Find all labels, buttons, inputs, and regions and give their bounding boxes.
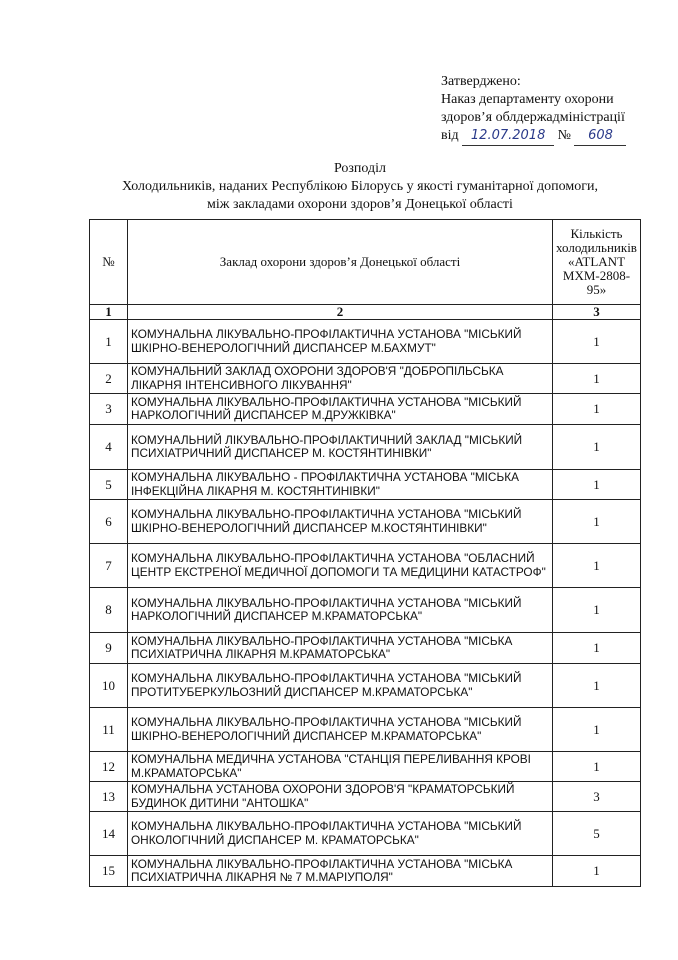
institution-name: КОМУНАЛЬНА ЛІКУВАЛЬНО-ПРОФІЛАКТИЧНА УСТАНОВА "МІСЬКИЙ ОНКОЛОГІЧНИЙ ДИСПАНСЕР М. КРАМАТОРСЬКА" [128,812,553,856]
institution-name: КОМУНАЛЬНА ЛІКУВАЛЬНО - ПРОФІЛАКТИЧНА УСТАНОВА "МІСЬКА ІНФЕКЦІЙНА ЛІКАРНЯ М. КОСТЯНТИНІВКИ" [128,470,553,500]
table-row [90,500,641,544]
fridge-quantity: 1 [553,588,641,633]
row-number: 3 [90,394,128,425]
fridge-quantity: 1 [553,425,641,470]
row-number: 7 [90,544,128,588]
institution-name: КОМУНАЛЬНА ЛІКУВАЛЬНО-ПРОФІЛАКТИЧНА УСТАНОВА "МІСЬКИЙ НАРКОЛОГІЧНИЙ ДИСПАНСЕР М.КРАМАТОРСЬКА" [128,588,553,633]
approval-date-line [441,127,673,146]
row-number: 11 [90,708,128,752]
institution-name: КОМУНАЛЬНИЙ ЗАКЛАД ОХОРОНИ ЗДОРОВ'Я "ДОБРОПІЛЬСЬКА ЛІКАРНЯ ІНТЕНСИВНОГО ЛІКУВАННЯ" [128,364,553,394]
fridge-quantity: 1 [553,544,641,588]
fridge-quantity: 1 [553,752,641,782]
institution-name: КОМУНАЛЬНА УСТАНОВА ОХОРОНИ ЗДОРОВ'Я "КРАМАТОРСЬКИЙ БУДИНОК ДИТИНИ "АНТОШКА" [128,782,553,812]
fridge-quantity: 1 [553,320,641,364]
distribution-table [89,219,641,887]
table-row [90,708,641,752]
row-number: 4 [90,425,128,470]
header-quantity: Кількість холодильників «ATLANT МХМ-2808-95» [553,220,641,305]
fridge-quantity: 1 [553,364,641,394]
document-title [100,160,620,214]
table-row [90,470,641,500]
table-row [90,812,641,856]
table-row [90,320,641,364]
handwritten-date: 12.07.2018 [462,127,554,146]
table-row [90,425,641,470]
fridge-quantity: 1 [553,708,641,752]
fridge-quantity: 1 [553,470,641,500]
institution-name: КОМУНАЛЬНА ЛІКУВАЛЬНО-ПРОФІЛАКТИЧНА УСТАНОВА "МІСЬКИЙ ШКІРНО-ВЕНЕРОЛОГІЧНИЙ ДИСПАНСЕР М.КРАМАТОРСЬКА" [128,708,553,752]
title-line-3: між закладами охорони здоров’я Донецької області [207,197,513,212]
institution-name: КОМУНАЛЬНА ЛІКУВАЛЬНО-ПРОФІЛАКТИЧНА УСТАНОВА "МІСЬКИЙ ШКІРНО-ВЕНЕРОЛОГІЧНИЙ ДИСПАНСЕР М.БАХМУТ" [128,320,553,364]
row-number: 10 [90,664,128,708]
column-number-1: 1 [90,305,128,320]
row-number: 13 [90,782,128,812]
header-institution: Заклад охорони здоров’я Донецької області [128,220,553,305]
row-number: 5 [90,470,128,500]
institution-name: КОМУНАЛЬНА МЕДИЧНА УСТАНОВА "СТАНЦІЯ ПЕРЕЛИВАННЯ КРОВІ М.КРАМАТОРСЬКА" [128,752,553,782]
table-row [90,856,641,887]
row-number: 8 [90,588,128,633]
table-row [90,364,641,394]
row-number: 15 [90,856,128,887]
title-heading: Розподіл [333,161,387,176]
institution-name: КОМУНАЛЬНА ЛІКУВАЛЬНО-ПРОФІЛАКТИЧНА УСТАНОВА "МІСЬКА ПСИХІАТРИЧНА ЛІКАРНЯ № 7 М.МАРІУПОЛЯ" [128,856,553,887]
institution-name: КОМУНАЛЬНА ЛІКУВАЛЬНО-ПРОФІЛАКТИЧНА УСТАНОВА "МІСЬКИЙ ПРОТИТУБЕРКУЛЬОЗНИЙ ДИСПАНСЕР М.КРАМАТОРСЬКА" [128,664,553,708]
institution-name: КОМУНАЛЬНА ЛІКУВАЛЬНО-ПРОФІЛАКТИЧНА УСТАНОВА "МІСЬКА ПСИХІАТРИЧНА ЛІКАРНЯ М.КРАМАТОРСЬКА" [128,633,553,664]
row-number: 12 [90,752,128,782]
fridge-quantity: 1 [553,856,641,887]
table-row [90,394,641,425]
handwritten-number: 608 [574,127,626,146]
title-line-2: Холодильників, наданих Республікою Білорусь у якості гуманітарної допомоги, [122,179,598,194]
row-number: 6 [90,500,128,544]
row-number: 2 [90,364,128,394]
column-number-2: 2 [128,305,553,320]
institution-name: КОМУНАЛЬНА ЛІКУВАЛЬНО-ПРОФІЛАКТИЧНА УСТАНОВА "МІСЬКИЙ ШКІРНО-ВЕНЕРОЛОГІЧНИЙ ДИСПАНСЕР М.КОСТЯНТИНІВКИ" [128,500,553,544]
approval-authority: здоров’я облдержадміністрації [441,110,625,125]
header-number: № [90,220,128,305]
institution-name: КОМУНАЛЬНА ЛІКУВАЛЬНО-ПРОФІЛАКТИЧНА УСТАНОВА "ОБЛАСНИЙ ЦЕНТР ЕКСТРЕНОЇ МЕДИЧНОЇ ДОПОМОГИ ТА МЕДИЦИНИ КАТАСТРОФ" [128,544,553,588]
fridge-quantity: 1 [553,394,641,425]
table-row [90,588,641,633]
fridge-quantity: 3 [553,782,641,812]
row-number: 14 [90,812,128,856]
fridge-quantity: 5 [553,812,641,856]
fridge-quantity: 1 [553,633,641,664]
row-number: 9 [90,633,128,664]
number-prefix: № [557,128,571,143]
institution-name: КОМУНАЛЬНИЙ ЛІКУВАЛЬНО-ПРОФІЛАКТИЧНИЙ ЗАКЛАД "МІСЬКИЙ ПСИХІАТРИЧНИЙ ДИСПАНСЕР М. КОСТЯНТИНІВКИ" [128,425,553,470]
table-row [90,664,641,708]
approval-block [441,73,673,146]
table-row [90,782,641,812]
table-row [90,633,641,664]
table-row [90,752,641,782]
table-row [90,544,641,588]
row-number: 1 [90,320,128,364]
fridge-quantity: 1 [553,500,641,544]
approval-label: Затверджено: [441,74,521,89]
fridge-quantity: 1 [553,664,641,708]
institution-name: КОМУНАЛЬНА ЛІКУВАЛЬНО-ПРОФІЛАКТИЧНА УСТАНОВА "МІСЬКИЙ НАРКОЛОГІЧНИЙ ДИСПАНСЕР М.ДРУЖКІВКА" [128,394,553,425]
approval-order: Наказ департаменту охорони [441,92,614,107]
date-prefix: від [441,128,459,143]
table-header-row [90,220,641,305]
column-number-3: 3 [553,305,641,320]
column-number-row [90,305,641,320]
